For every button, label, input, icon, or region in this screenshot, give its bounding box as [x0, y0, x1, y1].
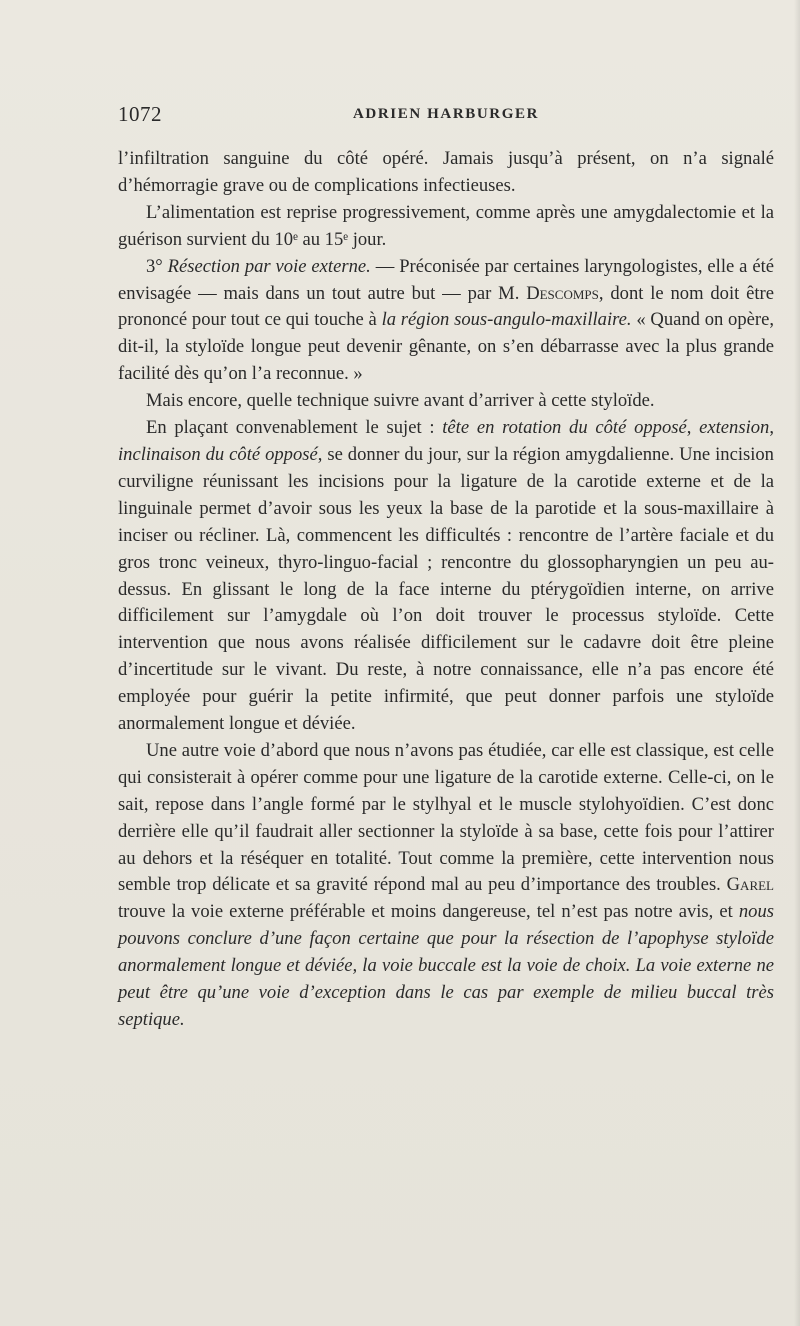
paragraph-4-text: Mais encore, quelle technique suivre avant d’arriver à cette styloïde.	[146, 390, 655, 412]
paragraph-5-text-3: ,	[769, 417, 774, 439]
conclusion-text: nous pouvons conclure d’une façon certaine que pour la résection de l’apophyse styloïde anormalement longue et déviée, la voie buccale est la voie de choix. La voie externe ne peut être qu’une voie d’exception dans le cas par exemple de milieu buccal très septique.	[118, 901, 774, 1030]
author-garel: Garel	[726, 874, 774, 896]
paragraph-3-text-2: , dont le nom doit être prononcé pour tout ce qui touche à	[118, 282, 774, 331]
section-title: Résection par voie externe.	[167, 255, 371, 277]
paragraph-6	[118, 738, 774, 1034]
paragraph-5-text-2: ,	[686, 417, 700, 439]
paragraph-6-text-2: trouve la voie externe préférable et moins dangereuse, tel n’est pas notre avis, et	[118, 901, 739, 923]
paragraph-4	[118, 388, 774, 415]
running-head	[118, 100, 765, 132]
section-number: 3°	[146, 255, 163, 277]
position-term-1: tête en rotation du côté opposé	[442, 417, 687, 439]
paragraph-2-text: L’alimentation est reprise progressivement, comme après une amygdalectomie et la guérison survient du 10ᵉ au 15ᵉ jour.	[118, 201, 774, 250]
paragraph-1	[118, 146, 774, 200]
paragraph-3-quote: « Quand on opère, dit-il, la styloïde longue peut devenir gênante, on s’en débarrasse avec la plus grande facilité dès qu’on l’a reconnue. »	[118, 309, 775, 385]
paragraph-3	[118, 254, 774, 389]
running-title: ADRIEN HARBURGER	[353, 106, 540, 122]
paragraph-2	[118, 200, 774, 254]
position-term-3: inclinaison du côté opposé	[118, 443, 318, 465]
paragraph-3-text-1: — Préconisée par certaines laryngologistes, elle a été envisagée — mais dans un tout autre but — par M.	[118, 255, 774, 304]
paragraph-5-text-4: , se donner du jour, sur la région amygdalienne. Une incision curviligne réunissant les incisions pour la ligature de la carotide externe et de la linguinale permet d’avoir sous les yeux la base de la parotide et la sous-maxillaire à inciser ou récliner. Là, commencent les difficultés : rencontre de l’artère faciale et du gros tronc veineux, thyro-linguo-facial ; rencontre du glossopharyngien un peu au-dessus. En glissant le long de la face interne du ptérygoïdien interne, on arrive difficilement sur l’amygdale où l’on doit trouver le processus styloïde. Cette intervention que nous avons réalisée difficilement sur le cadavre doit être pleine d’incertitude sur le vivant. Du reste, à notre connaissance, elle n’a pas encore été employée pour guérir la petite infirmité, que peut donner parfois une styloïde anormalement longue et déviée.	[118, 443, 774, 735]
paragraph-1-text: l’infiltration sanguine du côté opéré. Jamais jusqu’à présent, on n’a signalé d’hémorragie grave ou de complications infectieuses.	[118, 148, 774, 196]
page-edge-shadow	[794, 0, 800, 1326]
paragraph-6-text-1: Une autre voie d’abord que nous n’avons pas étudiée, car elle est classique, est celle qui consisterait à opérer comme pour une ligature de la carotide externe. Celle-ci, on le sait, repose dans l’angle formé par le stylhyal et le muscle stylohyoïdien. C’est donc derrière elle qu’il faudrait aller sectionner la styloïde à sa base, cette fois pour l’attirer au dehors et la réséquer en totalité. Tout comme la première, cette intervention nous semble trop délicate et sa gravité répond mal au peu d’importance des troubles.	[118, 739, 774, 896]
text-body	[118, 146, 774, 1034]
paragraph-5	[118, 415, 774, 738]
author-descomps: Descomps	[526, 282, 599, 304]
position-term-2: extension	[699, 417, 770, 439]
paragraph-5-text-1: En plaçant convenablement le sujet :	[146, 417, 443, 439]
region-term: la région sous-angulo-maxillaire.	[381, 309, 632, 331]
page-number: 1072	[118, 102, 162, 126]
